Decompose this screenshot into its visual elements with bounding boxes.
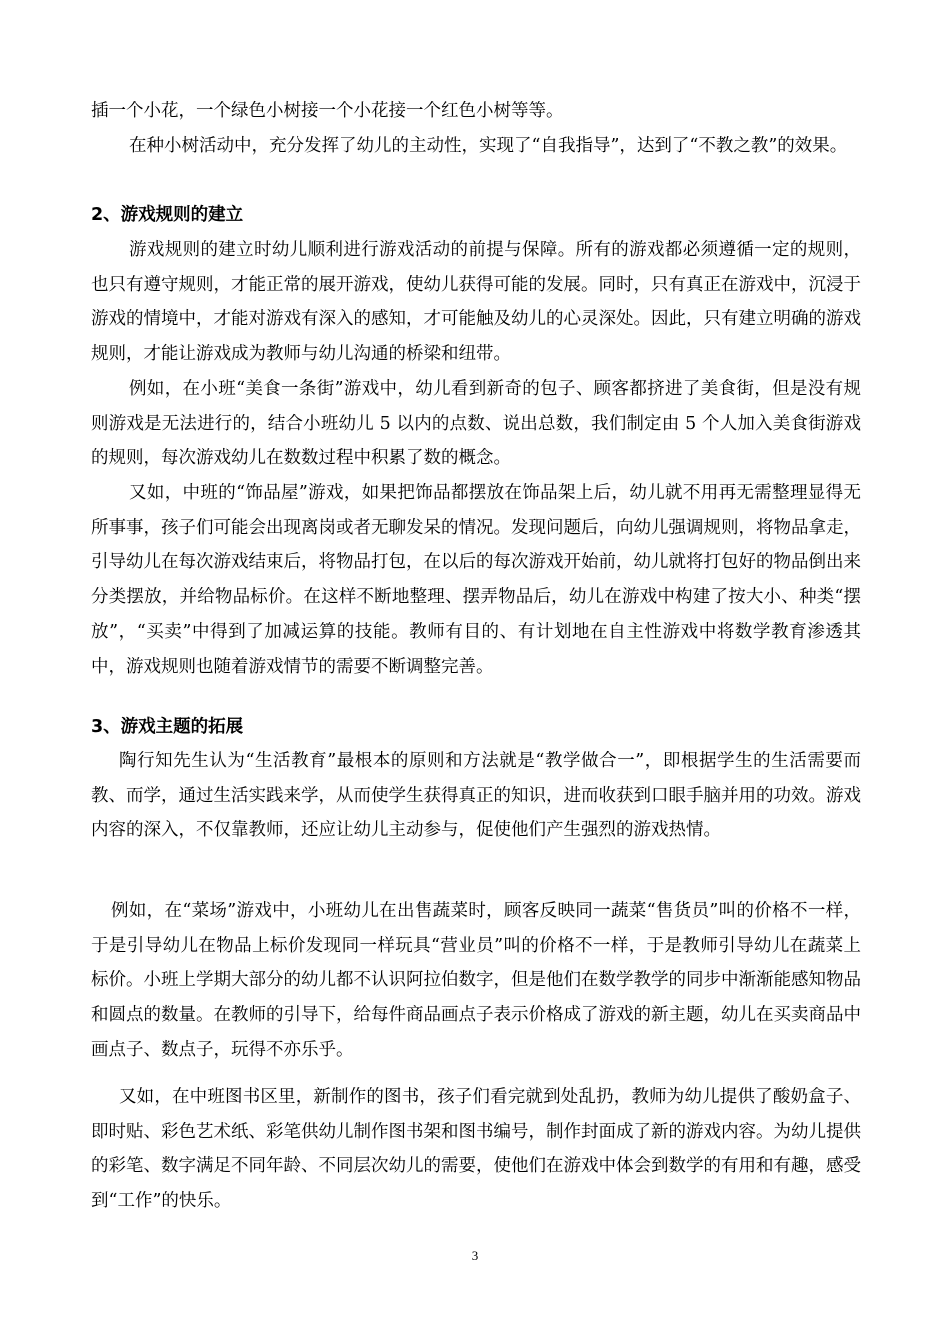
paragraph-accessory-shop-example: 又如，中班的“饰品屋”游戏，如果把饰品都摆放在饰品架上后，幼儿就不用再无需整理显得无所事事，孩子们可能会出现离岗或者无聊发呆的情况。发现问题后，向幼儿强调规则，将物品拿走，引导幼儿在每次游戏结束后，将物品打包，在以后的每次游戏开始前，幼儿就将打包好的物品倒出来分类摆放，并给物品标价。在这样不断地整理、摆弄物品后，幼儿在游戏中构建了按大小、种类“摆放”，“买卖”中得到了加减运算的技能。教师有目的、有计划地在自主性游戏中将数学教育渗透其中，游戏规则也随着游戏情节的需要不断调整完善。 bbox=[91, 483, 861, 677]
paragraph-library-example: 又如，在中班图书区里，新制作的图书，孩子们看完就到处乱扔，教师为幼儿提供了酸奶盒子、即时贴、彩色艺术纸、彩笔供幼儿制作图书架和图书编号，制作封面成了新的游戏内容。为幼儿提供的彩笔、数字满足不同年龄、不同层次幼儿的需要，使他们在游戏中体会到数学的有用和有趣，感受到“工作”的快乐。 bbox=[91, 1087, 861, 1212]
page-number: 3 bbox=[471, 1248, 479, 1263]
section-heading-game-rules: 2、游戏规则的建立 bbox=[91, 205, 244, 225]
paragraph-tao-xingzhi: 陶行知先生认为“生活教育”最根本的原则和方法就是“教学做合一”，即根据学生的生活需要而教、而学，通过生活实践来学，从而使学生获得真正的知识，进而收获到口眼手脑并用的功效。游戏内容的深入，不仅靠教师，还应让幼儿主动参与，促使他们产生强烈的游戏热情。 bbox=[91, 751, 861, 841]
paragraph-food-street-example: 例如，在小班“美食一条街”游戏中，幼儿看到新奇的包子、顾客都挤进了美食街，但是没有规则游戏是无法进行的，结合小班幼儿 5 以内的点数、说出总数，我们制定由 5 个人加入美食街游戏的规则，每次游戏幼儿在数数过程中积累了数的概念。 bbox=[91, 379, 861, 469]
paragraph-vegetable-market-example: 例如，在“菜场”游戏中，小班幼儿在出售蔬菜时，顾客反映同一蔬菜“售货员”叫的价格不一样，于是引导幼儿在物品上标价发现同一样玩具“营业员”叫的价格不一样，于是教师引导幼儿在蔬菜上标价。小班上学期大部分的幼儿都不认识阿拉伯数字，但是他们在数学教学的同步中渐渐能感知物品和圆点的数量。在教师的引导下，给每件商品画点子表示价格成了游戏的新主题，幼儿在买卖商品中画点子、数点子，玩得不亦乐乎。 bbox=[91, 901, 861, 1060]
paragraph-game-rules: 游戏规则的建立时幼儿顺利进行游戏活动的前提与保障。所有的游戏都必须遵循一定的规则，也只有遵守规则，才能正常的展开游戏，使幼儿获得可能的发展。同时，只有真正在游戏中，沉浸于游戏的情境中，才能对游戏有深入的感知，才可能触及幼儿的心灵深处。因此，只有建立明确的游戏规则，才能让游戏成为教师与幼儿沟通的桥梁和纽带。 bbox=[91, 240, 861, 365]
section-heading-theme-expansion: 3、游戏主题的拓展 bbox=[91, 717, 244, 737]
paragraph-tree-planting: 在种小树活动中，充分发挥了幼儿的主动性，实现了“自我指导”，达到了“不教之教”的效果。 bbox=[129, 136, 848, 156]
paragraph-continuation: 插一个小花，一个绿色小树接一个小花接一个红色小树等等。 bbox=[91, 101, 564, 121]
